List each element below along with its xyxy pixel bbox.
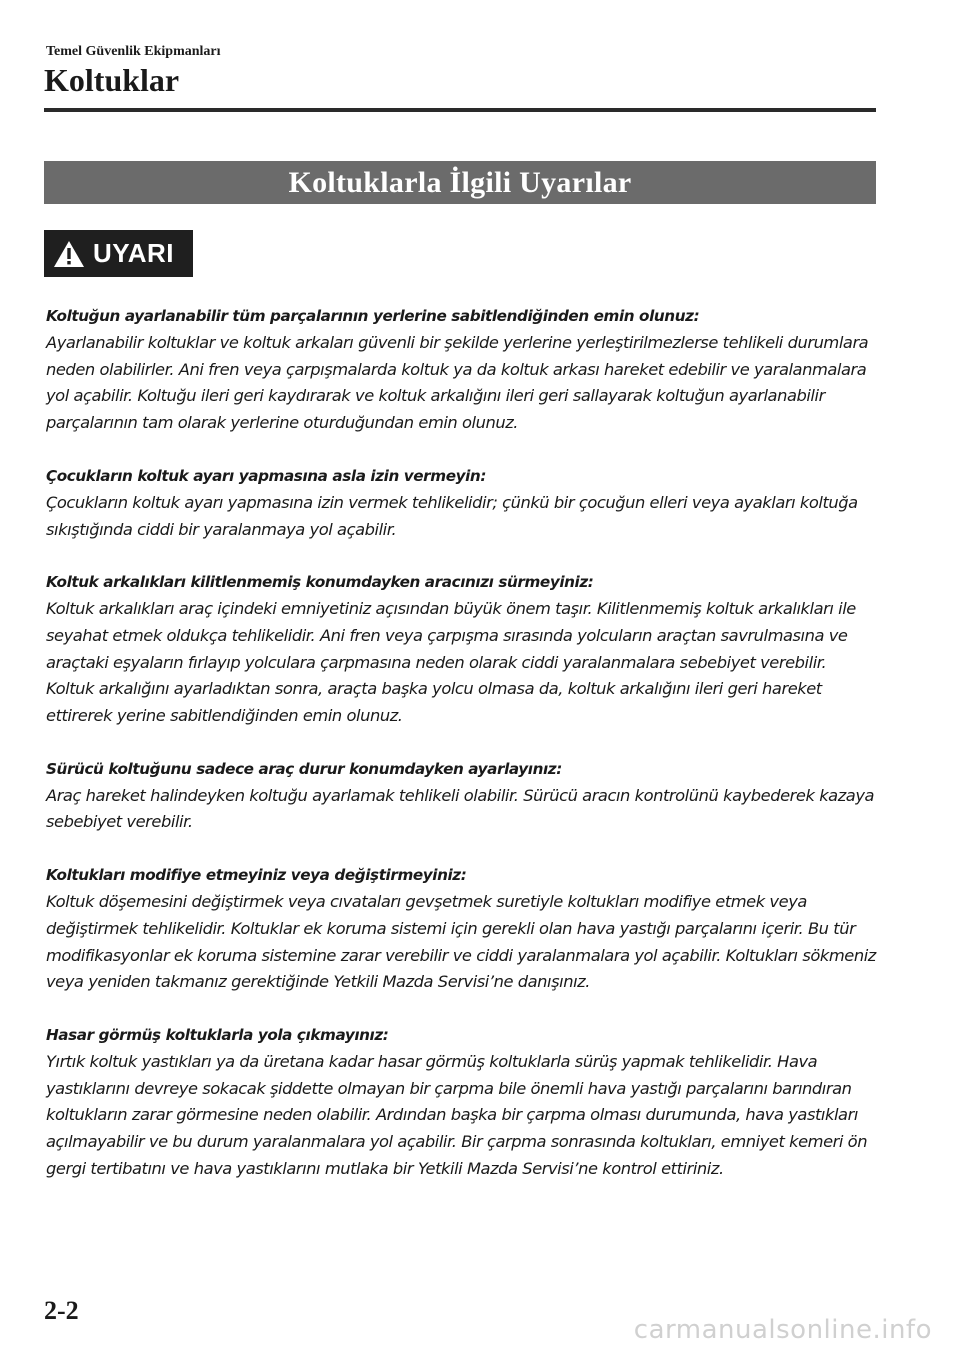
- warnings-list: [46, 303, 876, 1208]
- warning-heading: Çocukların koltuk ayarı yapmasına asla izin vermeyin:: [46, 466, 486, 485]
- warning-body: Araç hareket halindeyken koltuğu ayarlamak tehlikeli olabilir. Sürücü aracın kontrolünü kaybederek kazaya sebebiyet verebilir.: [46, 785, 875, 832]
- heading-divider: [44, 108, 876, 112]
- warning-body: Çocukların koltuk ayarı yapmasına izin vermek tehlikelidir; çünkü bir çocuğun elleri veya ayakları koltuğa sıkıştığında ciddi bir yaralanmaya yol açabilir.: [46, 492, 858, 539]
- page-number: 2-2: [44, 1296, 79, 1325]
- section-label: Temel Güvenlik Ekipmanları: [46, 44, 221, 59]
- warning-heading: Koltuğun ayarlanabilir tüm parçalarının yerlerine sabitlendiğinden emin olunuz:: [46, 307, 700, 325]
- warning-item: [46, 862, 876, 996]
- warning-body: Yırtık koltuk yastıkları ya da üretana kadar hasar görmüş koltuklarla sürüş yapmak tehlikelidir. Hava yastıklarını devreye sokacak şiddette olmayan bir çarpma bile önemli hava yastığı parçalarını barındıran koltukların zarar görmesine neden olabilir. Ardından başka bir çarpma olması durumunda, hava yastıkları açılmayabilir ve bu durum yaralanmalara yol açabilir. Bir çarpma sonrasında koltukları, emniyet kemeri ön gergi tertibatını ve hava yastıklarını mutlaka bir Yetkili Mazda Servisi’ne kontrol ettiriniz.: [46, 1051, 868, 1178]
- warning-body: Koltuk arkalıkları araç içindeki emniyetiniz açısından büyük önem taşır. Kilitlenmemiş koltuk arkalıkları ile seyahat etmek oldukça tehlikelidir. Ani fren veya çarpışma sırasında yolcuların araçtan savrulmasına ve araçtaki eşyaların fırlayıp yolculara çarpmasına neden olarak ciddi yaralanmalara sebebiyet verebilir. Koltuk arkalığını ayarladıktan sonra, araçta başka yolcu olmasa da, koltuk arkalığını ileri geri hareket ettirerek yerine sabitlendiğinden emin olunuz.: [46, 599, 856, 726]
- section-title-banner: [44, 161, 876, 204]
- warning-body: Koltuk döşemesini değiştirmek veya cıvataları gevşetmek suretiyle koltukları modifiye etmek veya değiştirmek tehlikelidir. Koltuklar ek koruma sistemi için gerekli olan hava yastığı parçalarını içerir. Bu tür modifikasyonlar ek koruma sistemine zarar verebilir ve ciddi yaralanmalara yol açabilir. Koltukları sökmeniz veya yeniden takmanız gerektiğinde Yetkili Mazda Servisi’ne danışınız.: [46, 892, 876, 992]
- warning-label: UYARI: [93, 238, 175, 268]
- warning-badge: [44, 230, 193, 277]
- warning-triangle-icon: [53, 240, 85, 268]
- warning-heading: Koltuk arkalıkları kilitlenmemiş konumdayken aracınızı sürmeyiniz:: [46, 573, 594, 592]
- warning-heading: Sürücü koltuğunu sadece araç durur konumdayken ayarlayınız:: [46, 759, 562, 778]
- warning-item: [46, 1022, 876, 1183]
- page-title: Koltuklar: [44, 62, 180, 98]
- warning-item: [46, 756, 876, 836]
- warning-item: [46, 303, 876, 437]
- warning-item: [46, 569, 876, 730]
- section-title: Koltuklarla İlgili Uyarılar: [288, 165, 632, 199]
- warning-item: [46, 463, 876, 543]
- warning-body: Ayarlanabilir koltuklar ve koltuk arkaları güvenli bir şekilde yerlerine yerleştirilmezlerse tehlikeli durumlara neden olabilirler. Ani fren veya çarpışmalarda koltuk ya da koltuk arkası hareket edebilir ve yaralanmalara yol açabilir. Koltuğu ileri geri kaydırarak ve koltuk arkalığını ileri geri sallayarak koltuğun ayarlanabilir parçalarının tam olarak yerlerine oturduğundan emin olunuz.: [46, 333, 869, 433]
- warning-heading: Hasar görmüş koltuklarla yola çıkmayınız:: [46, 1025, 389, 1044]
- watermark-text: carmanualsonline.info: [633, 1315, 932, 1345]
- warning-heading: Koltukları modifiye etmeyiniz veya değiştirmeyiniz:: [46, 866, 467, 885]
